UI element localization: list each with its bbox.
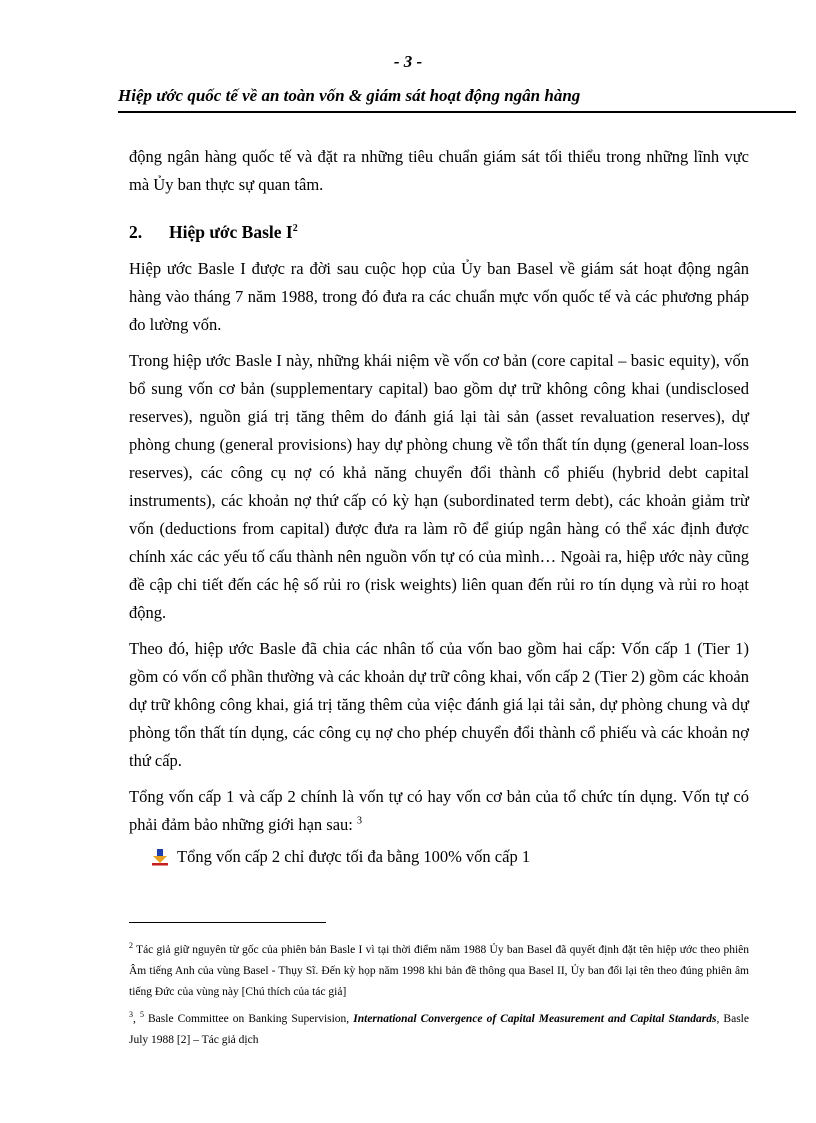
section-heading <box>129 217 749 247</box>
footnote-3-5 <box>129 1009 749 1051</box>
paragraph-basle-intro: Hiệp ước Basle I được ra đời sau cuộc họp của Ủy ban Basel về giám sát hoạt động ngân hàng vào tháng 7 năm 1988, trong đó đưa ra các chuẩn mực vốn quốc tế và các phương pháp đo lường vốn. <box>129 259 749 334</box>
paragraph-basle-concepts: Trong hiệp ước Basle I này, những khái niệm về vốn cơ bản (core capital – basic equity), vốn bổ sung vốn cơ bản (supplementary capital) bao gồm dự trữ không công khai (undisclosed reserves), nguồn giá trị tăng thêm do đánh giá lại tài sản (asset revaluation reserves), dự phòng chung (general provisions) hay dự phòng chung về tổn thất tín dụng (general loan-loss reserves), các công cụ nợ có khả năng chuyển đổi thành cổ phiếu (hybrid debt capital instruments), các khoản nợ thứ cấp có kỳ hạn (subordinated term debt), các khoản giảm trừ vốn (deductions from capital) được đưa ra làm rõ để giúp ngân hàng có thể xác định được chính xác các yếu tố cấu thành nên nguồn vốn tự có của mình… Ngoài ra, hiệp ước này cũng đề cập chi tiết đến các hệ số rủi ro (risk weights) liên quan đến rủi ro tín dụng và rủi ro hoạt động. <box>129 351 749 622</box>
down-arrow-bullet-icon <box>151 848 169 866</box>
section-number: 2. <box>129 222 143 242</box>
footnote-separator: , <box>133 1013 140 1025</box>
footnote-2-mark: 2 <box>129 941 133 951</box>
intro-paragraph: động ngân hàng quốc tế và đặt ra những tiêu chuẩn giám sát tối thiểu trong những lĩnh vực mà Ủy ban thực sự quan tâm. <box>129 147 749 194</box>
footnote-3-suffix: , Basle July 1988 [2] – Tác giả dịch <box>129 1013 749 1046</box>
paragraph-capital-limits-text: Tổng vốn cấp 1 và cấp 2 chính là vốn tự có hay vốn cơ bản của tổ chức tín dụng. Vốn tự có phải đảm bảo những giới hạn sau: <box>129 787 749 834</box>
footnote-divider <box>129 922 326 923</box>
footnotes <box>129 940 749 1057</box>
header-divider <box>118 111 796 113</box>
paragraph-basle-tiers: Theo đó, hiệp ước Basle đã chia các nhân tố của vốn bao gồm hai cấp: Vốn cấp 1 (Tier 1) gồm có vốn cổ phần thường và các khoản dự trữ công khai, vốn cấp 2 (Tier 2) gồm các khoản dự trữ không công khai, giá trị tăng thêm của việc đánh giá lại tải sản, dự phòng chung và dự phòng tổn thất tín dụng, các công cụ nợ cho phép chuyển đổi thành cổ phiếu và các khoản nợ thứ cấp. <box>129 639 749 770</box>
bullet-item <box>151 843 749 871</box>
footnote-2-text: Tác giả giữ nguyên từ gốc của phiên bản Basle I vì tại thời điểm năm 1988 Ủy ban Basel đã quyết định đặt tên hiệp ước theo phiên Âm tiếng Anh của vùng Basel - Thụy Sĩ. Đến kỳ họp năm 1998 khi bản đề thông qua Basel II, Ủy ban đổi lại tên theo đúng phiên âm tiếng Đức của vùng này [Chú thích của tác giả] <box>129 944 750 998</box>
footnote-ref-2[interactable]: 2 <box>292 223 298 235</box>
footnote-5-mark: 5 <box>139 1010 144 1020</box>
footnote-2 <box>129 940 749 1003</box>
paragraph-capital-limits <box>129 783 749 839</box>
footnote-3-prefix: Basle Committee on Banking Supervision, <box>143 1013 354 1025</box>
footnote-ref-3[interactable]: 3 <box>357 815 363 827</box>
bullet-text: Tổng vốn cấp 2 chỉ được tối đa bằng 100% vốn cấp 1 <box>177 847 531 866</box>
page-number: - 3 - <box>393 52 423 71</box>
running-header-title: Hiệp ước quốc tế về an toàn vốn & giám sát hoạt động ngân hàng <box>118 86 581 105</box>
main-content <box>129 143 749 871</box>
footnote-3-mark: 3 <box>129 1010 133 1020</box>
section-title: Hiệp ước Basle I <box>169 222 293 242</box>
footnote-3-title: International Convergence of Capital Measurement and Capital Standards <box>353 1013 717 1025</box>
